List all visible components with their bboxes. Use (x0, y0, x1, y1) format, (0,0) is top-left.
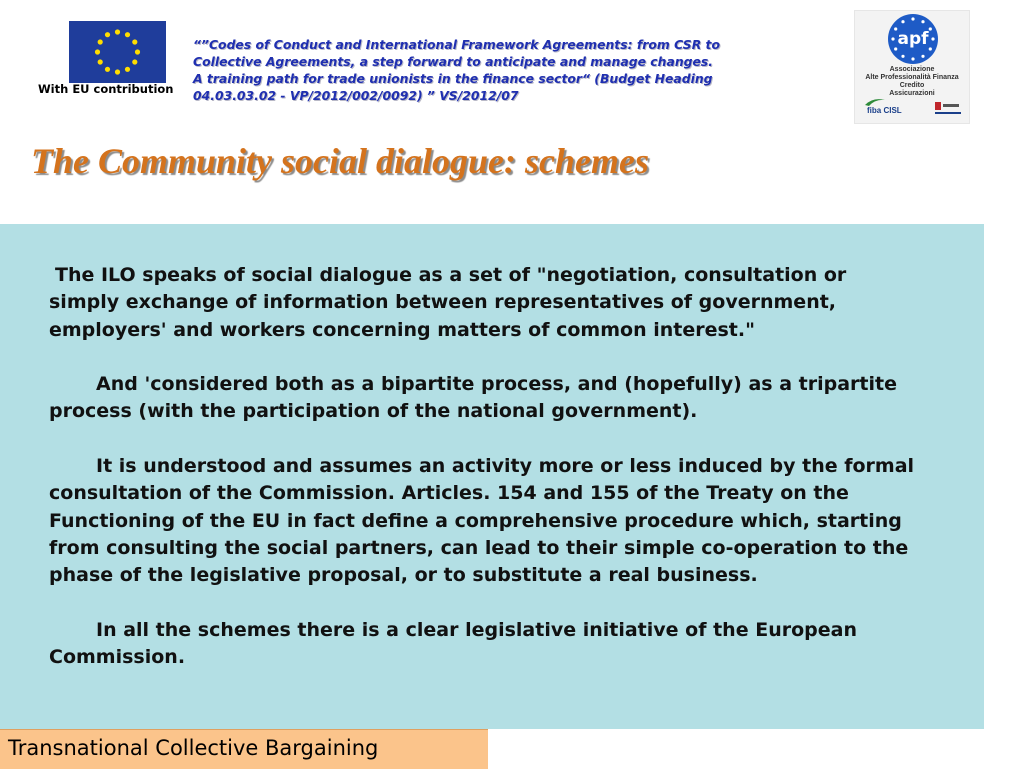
paragraph-line: And 'considered both as a bipartite process, and (hopefully) as a tripartite (96, 373, 897, 395)
project-line: 04.03.03.02 - VP/2012/002/0092) ” VS/2012/07 (193, 88, 519, 103)
partner-logo-icon (933, 101, 963, 115)
apf-text-line: Credito (899, 82, 925, 89)
paragraph-commission-consultation (49, 453, 974, 589)
paragraph-line: simply exchange of information between representatives of government, (49, 291, 837, 314)
paragraph-legislative-initiative (49, 617, 974, 672)
paragraph-line: It is understood and assumes an activity more or less induced by the formal (96, 455, 915, 477)
apf-text-line: Assicurazioni (889, 90, 935, 97)
eu-flag-logo (69, 21, 166, 83)
eu-stars-icon (69, 21, 166, 83)
apf-mark: apf (897, 29, 929, 49)
apf-logo-text (855, 66, 969, 98)
apf-logo (854, 10, 970, 124)
footer-label: Transnational Collective Bargaining (8, 736, 379, 760)
project-line: “”Codes of Conduct and International Framework Agreements: from CSR to (193, 37, 720, 52)
project-heading (193, 36, 793, 104)
paragraph-line: process (with the participation of the national government). (49, 400, 698, 423)
paragraph-ilo-definition (49, 262, 974, 344)
fiba-cisl-logo: fiba CISL (867, 106, 902, 115)
footer-banner (0, 729, 488, 769)
project-line: A training path for trade unionists in the finance sector“ (Budget Heading (193, 71, 713, 86)
paragraph-line: consultation of the Commission. Articles. 154 and 155 of the Treaty on the (49, 482, 849, 505)
apf-text-line: Alte Professionalità Finanza (865, 74, 959, 81)
paragraph-bipartite-tripartite (49, 371, 974, 426)
paragraph-line: phase of the legislative proposal, or to substitute a real business. (49, 564, 758, 587)
paragraph-line: employers' and workers concerning matters of common interest." (49, 318, 755, 341)
paragraph-line: Commission. (49, 646, 186, 669)
paragraph-line: The ILO speaks of social dialogue as a set of "negotiation, consultation or (55, 264, 847, 286)
eu-contribution-caption: With EU contribution (38, 82, 174, 96)
paragraph-line: Functioning of the EU in fact define a comprehensive procedure which, starting (49, 509, 902, 532)
paragraph-line: from consulting the social partners, can lead to their simple co-operation to the (49, 536, 909, 559)
apf-circle-icon (888, 14, 938, 64)
paragraph-line: In all the schemes there is a clear legislative initiative of the European (96, 619, 857, 641)
slide-title: The Community social dialogue: schemes (31, 141, 649, 181)
apf-text-line: Associazione (889, 66, 935, 73)
project-line: Collective Agreements, a step forward to anticipate and manage changes. (193, 54, 713, 69)
